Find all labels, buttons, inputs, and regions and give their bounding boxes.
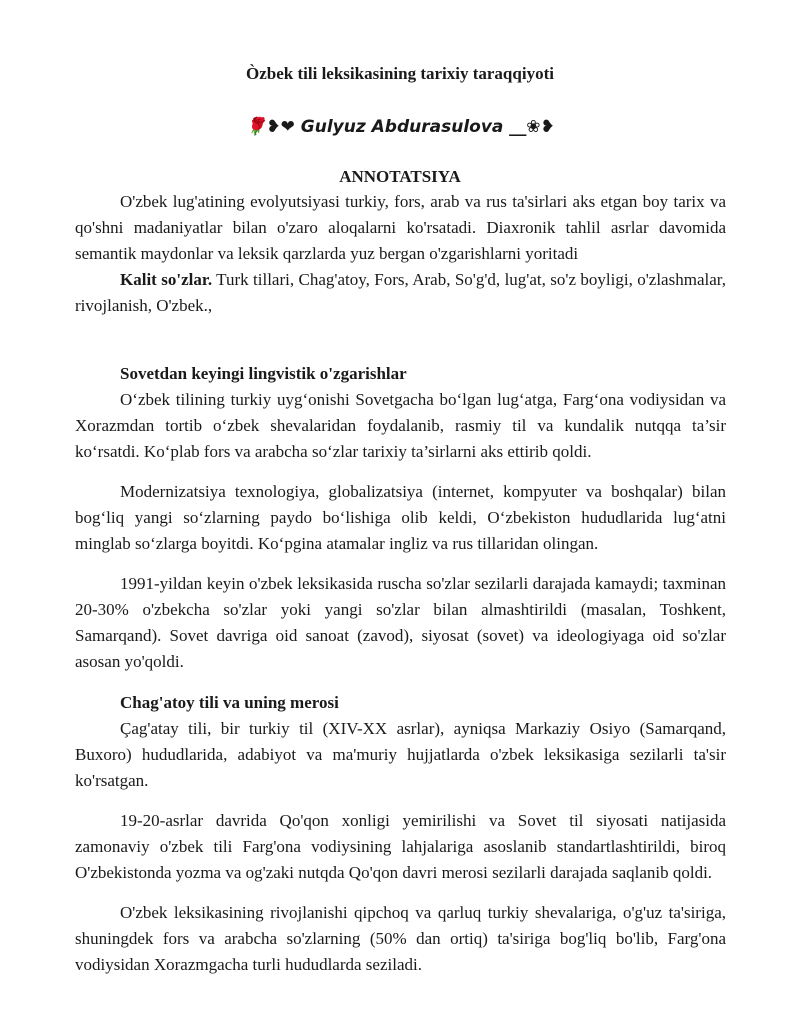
keywords-paragraph <box>75 267 726 319</box>
annotation-body <box>75 189 726 319</box>
section-paragraph: Modernizatsiya texnologiya, globalizatsiya (internet, kompyuter va boshqalar) bilan bog‘liq yangi so‘zlarning paydo bo‘lishiga olib keldi, O‘zbekiston hududlarida lug‘atni minglab so‘zlarga boyitdi. Ko‘pgina atamalar ingliz va rus tillaridan olingan. <box>75 482 726 553</box>
annotation-text: O'zbek lug'atining evolyutsiyasi turkiy, fors, arab va rus ta'sirlari aks etgan boy tarix va qo'shni madaniyatlar bilan o'zaro aloqalarni ko'rsatadi. Diaxronik tahlil asrlar davomida semantik maydonlar va leksik qarzlarda yuz bergan o'zgarishlarni yoritadi <box>75 192 726 263</box>
annotation-heading: ANNOTATSIYA <box>339 167 461 186</box>
section-heading: Chag'atoy tili va uning merosi <box>120 693 339 712</box>
section-paragraph: Çag'atay tili, bir turkiy til (XIV-XX asrlar), ayniqsa Markaziy Osiyo (Samarqand, Buxoro) hududlarida, adabiyot va ma'muriy hujjatlarda o'zbek leksikasiga sezilarli ta'sir ko'rsatgan. <box>75 719 726 790</box>
section-paragraph: O‘zbek tilining turkiy uyg‘onishi Sovetgacha bo‘lgan lug‘atga, Farg‘ona vodiysidan va Xorazmdan tortib o‘zbek shevalaridan foydalanib, rasmiy til va kundalik nutqqa ta’sir ko‘rsatdi. Ko‘plab fors va arabcha so‘zlar tarixiy ta’sirlarni aks ettirib qoldi. <box>75 390 726 461</box>
section-paragraph: O'zbek leksikasining rivojlanishi qipchoq va qarluq turkiy shevalariga, o'g'uz ta'siriga, shuningdek fors va arabcha so'zlarning (50% dan ortiq) ta'siriga bog'liq bo'lib, Farg'ona vodiysidan Xorazmgacha turli hududlarda seziladi. <box>75 903 726 974</box>
document-title: Òzbek tili leksikasining tarixiy taraqqiyoti <box>246 64 554 83</box>
author-name: 🌹❥❤ Gulyuz Abdurasulova __❀❥ <box>245 117 555 137</box>
keywords-label: Kalit so'zlar. <box>120 270 213 289</box>
section-post-soviet <box>75 361 726 675</box>
section-chagatai <box>75 690 726 978</box>
section-paragraph: 19-20-asrlar davrida Qo'qon xonligi yemirilishi va Sovet til siyosati natijasida zamonaviy o'zbek tili Farg'ona vodiysining lahjalariga asoslanib standartlashtirildi, biroq O'zbekistonda yozma va og'zaki nutqda Qo'qon davri merosi sezilarli darajada saqlanib qoldi. <box>75 811 726 882</box>
keywords-text: Turk tillari, Chag'atoy, Fors, Arab, So'g'd, lug'at, so'z boyligi, o'zlashmalar, rivojlanish, O'zbek., <box>75 270 726 315</box>
section-heading: Sovetdan keyingi lingvistik o'zgarishlar <box>120 364 407 383</box>
section-paragraph: 1991-yildan keyin o'zbek leksikasida ruscha so'zlar sezilarli darajada kamaydi; taxminan 20-30% o'zbekcha so'zlar yoki yangi so'zlar bilan almashtirildi (masalan, Toshkent, Samarqand). Sovet davriga oid sanoat (zavod), siyosat (sovet) va ideologiyaga oid so'zlar asosan yo'qoldi. <box>75 574 726 671</box>
